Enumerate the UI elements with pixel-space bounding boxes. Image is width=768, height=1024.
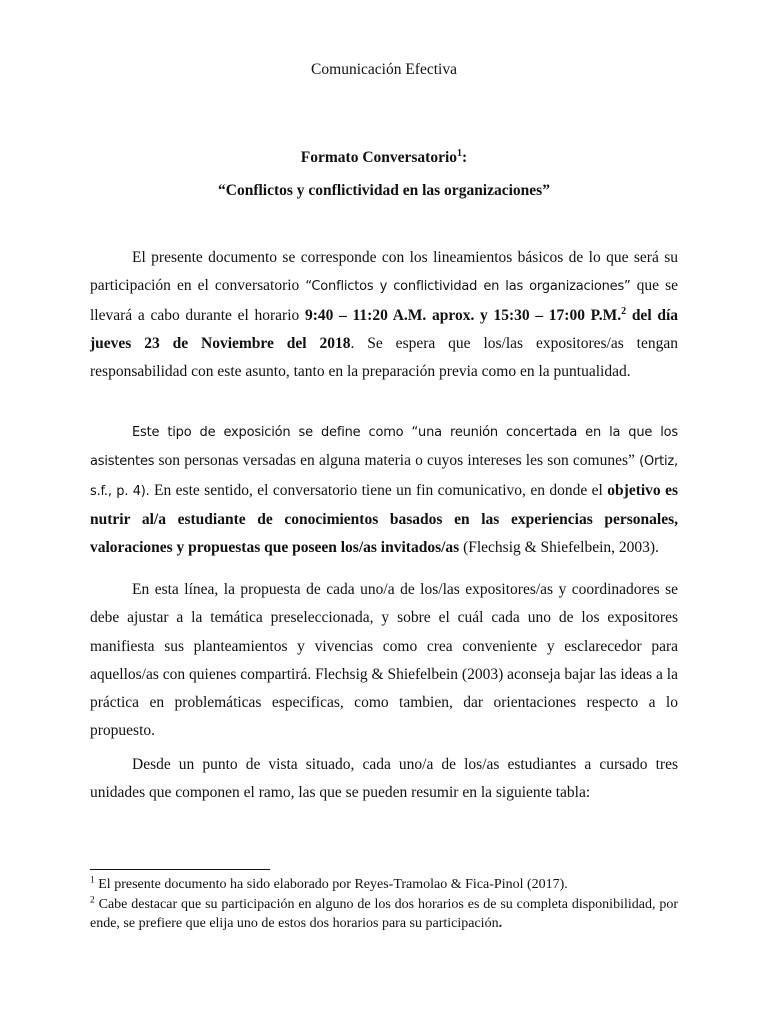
p1-text-1: El presente documento se corresponde con los lineamientos básicos de lo que será su participación en el conversatorio — [90, 249, 678, 295]
paragraph-definition — [90, 418, 678, 562]
paragraph-units: Desde un punto de vista situado, cada uno/a de los/as estudiantes a cursado tres unidades que componen el ramo, las que se pueden resumir en la siguiente tabla: — [90, 756, 678, 802]
footnote-2 — [90, 896, 678, 933]
footnote-ref-2: 2 — [621, 305, 627, 317]
p2-objective-bold: objetivo es nutrir al/a estudiante de conocimientos basados en las experiencias personales, valoraciones y propuestas que poseen los/as invitados/as — [90, 481, 678, 557]
p2-text-2: son personas versadas en alguna materia o cuyos intereses les son comunes” — [154, 452, 640, 470]
footnote-1-mark: 1 — [90, 875, 95, 886]
document-subtitle: “Conflictos y conflictividad en las organizaciones” — [218, 182, 550, 199]
footnote-1 — [90, 876, 678, 895]
footnote-ref-1: 1 — [457, 147, 463, 159]
p2-citation: (Ortiz, s.f., p. 4). — [90, 454, 678, 499]
p1-date-bold: del día jueves 23 de Noviembre del 2018 — [90, 306, 679, 352]
p2-text-3: En este sentido, el conversatorio tiene un fin comunicativo, en donde el — [149, 481, 608, 499]
footnote-2-mark: 2 — [90, 895, 95, 906]
paragraph-proposal: En esta línea, la propuesta de cada uno/a de los/las expositores/as y coordinadores se debe ajustar a la temática preseleccionada, y sobre el cuál cada uno de los expositores manifiesta sus planteamientos y vivencias como crea conveniente y esclarecedor para aquellos/as con quienes compartirá. Flechsig & Shiefelbein (2003) aconseja bajar las ideas a la práctica en problemáticas especificas, como tambien, dar orientaciones respecto a lo propuesto. — [90, 581, 678, 740]
p2-quote-start: “una reunión concertada en la que los asistentes — [90, 425, 679, 470]
title-text: Formato Conversatorio — [300, 149, 458, 166]
footnote-2-end: . — [498, 915, 503, 931]
p2-text-1: Este tipo de exposición se define como — [132, 425, 412, 440]
footnote-2-text: Cabe destacar que su participación en alguno de los dos horarios es de su completa disponibilidad, por ende, se prefiere que elija uno de estos dos horarios para su participación — [90, 897, 678, 931]
p1-text-3: . Se espera que los/las expositores/as tengan responsabilidad con este asunto, tanto en la preparación previa como en la puntualidad. — [90, 334, 678, 381]
title-suffix: : — [462, 149, 468, 166]
paragraph-schedule — [90, 244, 678, 386]
running-header: Comunicación Efectiva — [311, 61, 457, 78]
p1-quote: “Conflictos y conflictividad en las organizaciones” — [305, 279, 631, 295]
document-title — [0, 149, 768, 167]
footnote-separator — [90, 869, 270, 870]
footnote-1-text: El presente documento ha sido elaborado por Reyes-Tramolao & Fica-Pinol (2017). — [94, 877, 568, 892]
p1-text-2: que se llevará a cabo durante el horario — [90, 277, 678, 324]
p1-schedule-bold: 9:40 – 11:20 A.M. aprox. y 15:30 – 17:00 P.M. — [304, 306, 622, 324]
p2-text-4: (Flechsig & Shiefelbein, 2003). — [459, 539, 659, 557]
